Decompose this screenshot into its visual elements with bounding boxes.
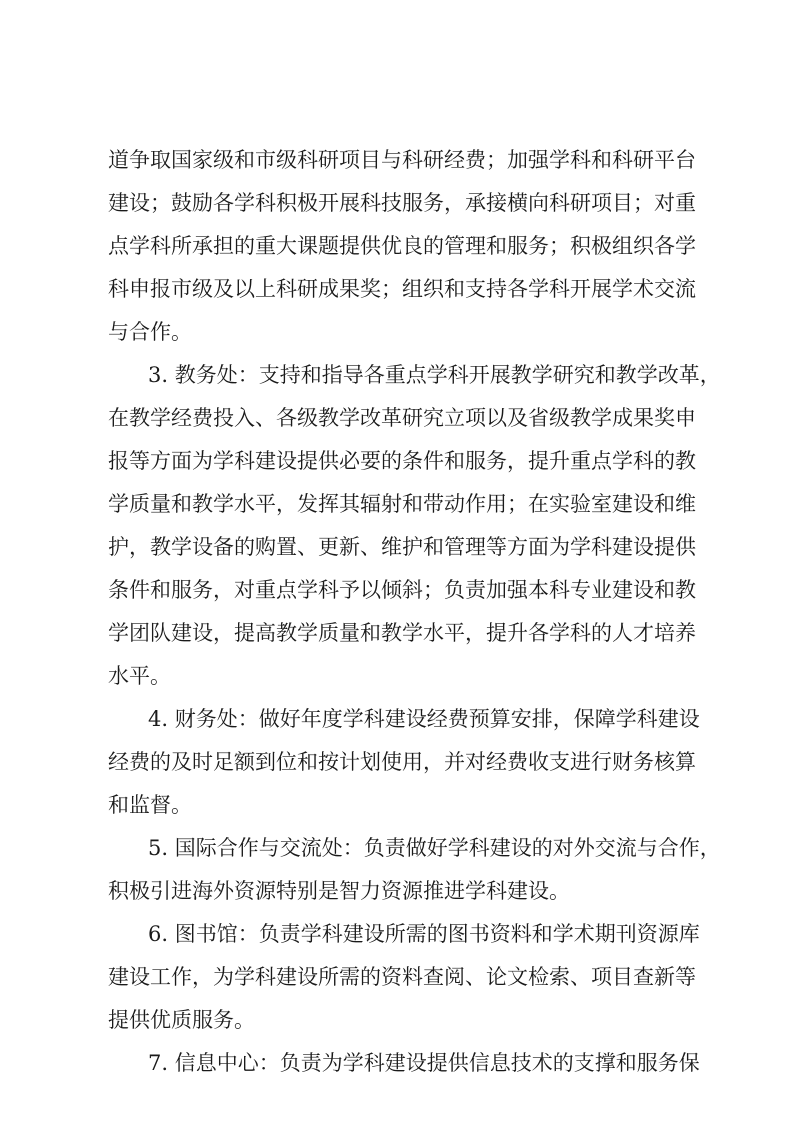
body-text-line: 水平。 xyxy=(108,664,171,688)
body-text-line: 经费的及时足额到位和按计划使用，并对经费收支进行财务核算 xyxy=(108,750,696,774)
body-text-line: 提供优质服务。 xyxy=(108,1008,255,1032)
body-text-line: 护，教学设备的购置、更新、维护和管理等方面为学科建设提供 xyxy=(108,535,696,559)
body-text-line: 条件和服务，对重点学科予以倾斜；负责加强本科专业建设和教 xyxy=(108,578,696,602)
body-text-line: 与合作。 xyxy=(108,320,192,344)
section-7-information-center-heading: 7. 信息中心：负责为学科建设提供信息技术的支撑和服务保 xyxy=(148,1051,700,1075)
body-text-line: 和监督。 xyxy=(108,793,192,817)
body-text-line: 报等方面为学科建设提供必要的条件和服务，提升重点学科的教 xyxy=(108,449,696,473)
section-3-academic-affairs-heading: 3. 教务处：支持和指导各重点学科开展教学研究和教学改革， xyxy=(148,363,721,387)
body-text-line: 在教学经费投入、各级教学改革研究立项以及省级教学成果奖申 xyxy=(108,406,696,430)
body-text-line: 点学科所承担的重大课题提供优良的管理和服务；积极组织各学 xyxy=(108,234,696,258)
section-6-library-heading: 6. 图书馆：负责学科建设所需的图书资料和学术期刊资源库 xyxy=(148,922,700,946)
body-text-line: 积极引进海外资源特别是智力资源推进学科建设。 xyxy=(108,879,570,903)
body-text-line: 道争取国家级和市级科研项目与科研经费；加强学科和科研平台 xyxy=(108,148,696,172)
body-text-line: 学质量和教学水平，发挥其辐射和带动作用；在实验室建设和维 xyxy=(108,492,696,516)
body-text-line: 科申报市级及以上科研成果奖；组织和支持各学科开展学术交流 xyxy=(108,277,696,301)
body-text-line: 建设；鼓励各学科积极开展科技服务，承接横向科研项目；对重 xyxy=(108,191,696,215)
body-text-line: 建设工作，为学科建设所需的资料查阅、论文检索、项目查新等 xyxy=(108,965,696,989)
section-4-finance-heading: 4. 财务处：做好年度学科建设经费预算安排，保障学科建设 xyxy=(148,707,700,731)
section-5-international-heading: 5. 国际合作与交流处：负责做好学科建设的对外交流与合作， xyxy=(148,836,721,860)
body-text-line: 学团队建设，提高教学质量和教学水平，提升各学科的人才培养 xyxy=(108,621,696,645)
